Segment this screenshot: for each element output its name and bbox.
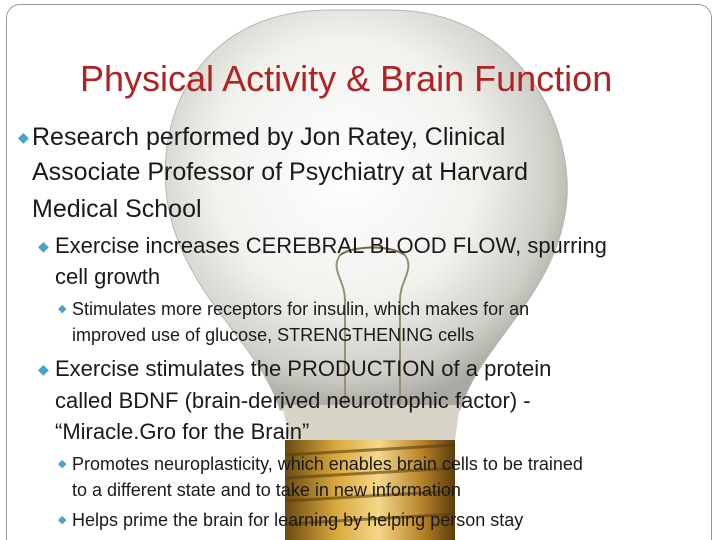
bullet-insulin-line1: Stimulates more receptors for insulin, which makes for an — [72, 299, 530, 319]
bullet-neuroplasticity-line2: to a different state and to take in new information — [72, 480, 461, 500]
bullet-bdnf-line3: “Miracle.Gro for the Brain” — [55, 419, 310, 444]
bullet-bdnf-line1: Exercise stimulates the PRODUCTION of a protein — [55, 356, 552, 381]
bullet-icon: ◆ — [58, 458, 67, 470]
bullet-insulin-line2: improved use of glucose, STRENGTHENING cells — [72, 325, 475, 345]
bullet-icon: ◆ — [58, 303, 67, 315]
bullet-research-line1: Research performed by Jon Ratey, Clinical — [32, 123, 506, 151]
slide-title: Physical Activity & Brain Function — [80, 58, 613, 99]
bullet-neuroplasticity-line1: Promotes neuroplasticity, which enables brain cells to be trained — [72, 454, 583, 474]
bullet-icon: ◆ — [18, 129, 29, 145]
bullet-icon: ◆ — [58, 514, 67, 526]
bullet-research-line3: Medical School — [32, 195, 202, 223]
bullet-learning-line1: Helps prime the brain for learning by helping person stay — [72, 510, 524, 530]
bullet-research-line2: Associate Professor of Psychiatry at Harvard — [32, 158, 529, 186]
bullet-icon: ◆ — [38, 238, 49, 254]
bullet-icon: ◆ — [38, 361, 49, 377]
bullet-blood-flow-line2: cell growth — [55, 264, 161, 289]
bullet-blood-flow-line1: Exercise increases CEREBRAL BLOOD FLOW, spurring — [55, 233, 607, 258]
bullet-bdnf-line2: called BDNF (brain-derived neurotrophic factor) - — [55, 388, 531, 413]
